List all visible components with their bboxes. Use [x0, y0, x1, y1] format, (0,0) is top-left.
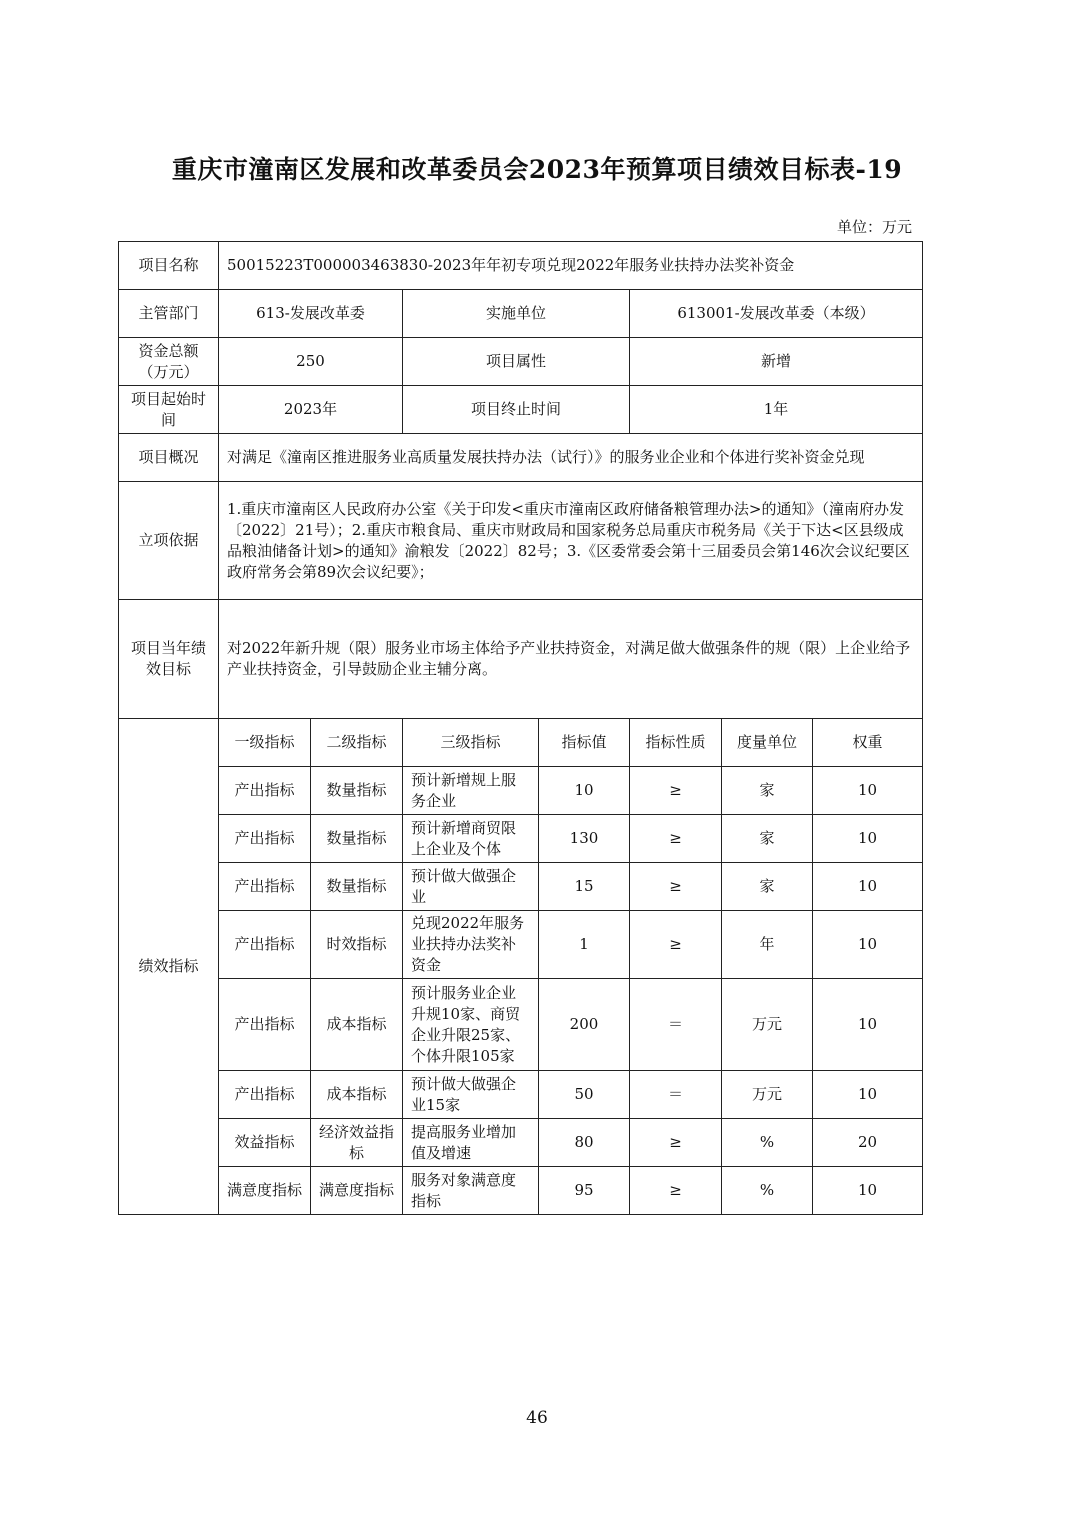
project-name-value: 50015223T000003463830-2023年年初专项兑现2022年服务业扶持办法奖补资金: [219, 242, 923, 290]
indicator-row: [119, 979, 923, 1071]
performance-table: [118, 241, 923, 1215]
level2-cell: 成本指标: [311, 979, 403, 1071]
perf-label: 绩效指标: [119, 719, 219, 1215]
level1-cell: 效益指标: [219, 1119, 311, 1167]
start-value: 2023年: [219, 386, 403, 434]
level3-cell: 预计服务业企业升规10家、商贸企业升限25家、个体升限105家: [403, 979, 539, 1071]
nature-cell: ≥: [630, 1119, 722, 1167]
indicator-header: 指标性质: [630, 719, 722, 767]
weight-cell: 10: [813, 1167, 923, 1215]
weight-cell: 20: [813, 1119, 923, 1167]
level2-cell: 数量指标: [311, 863, 403, 911]
indicator-header: 三级指标: [403, 719, 539, 767]
value-cell: 15: [539, 863, 630, 911]
page-number: 46: [526, 1408, 548, 1428]
level1-cell: 产出指标: [219, 767, 311, 815]
level1-cell: 产出指标: [219, 979, 311, 1071]
impl-label: 实施单位: [403, 290, 630, 338]
dept-value: 613-发展改革委: [219, 290, 403, 338]
dept-label: 主管部门: [119, 290, 219, 338]
indicator-row: [119, 911, 923, 979]
basis-label: 立项依据: [119, 482, 219, 600]
weight-cell: 10: [813, 863, 923, 911]
indicator-header: 一级指标: [219, 719, 311, 767]
indicator-header: 二级指标: [311, 719, 403, 767]
value-cell: 10: [539, 767, 630, 815]
level2-cell: 时效指标: [311, 911, 403, 979]
level3-cell: 预计做大做强企业15家: [403, 1071, 539, 1119]
level1-cell: 产出指标: [219, 815, 311, 863]
value-cell: 80: [539, 1119, 630, 1167]
level2-cell: 成本指标: [311, 1071, 403, 1119]
weight-cell: 10: [813, 1071, 923, 1119]
level3-cell: 预计做大做强企业: [403, 863, 539, 911]
level2-cell: 经济效益指标: [311, 1119, 403, 1167]
level1-cell: 产出指标: [219, 1071, 311, 1119]
level3-cell: 兑现2022年服务业扶持办法奖补资金: [403, 911, 539, 979]
unit-cell: 家: [722, 863, 813, 911]
unit-cell: 年: [722, 911, 813, 979]
indicator-header: 权重: [813, 719, 923, 767]
level3-cell: 预计新增商贸限上企业及个体: [403, 815, 539, 863]
goal-value: 对2022年新升规（限）服务业市场主体给予产业扶持资金，对满足做大做强条件的规（限）上企业给予产业扶持资金，引导鼓励企业主辅分离。: [219, 600, 923, 719]
unit-cell: 家: [722, 815, 813, 863]
unit-label: 单位：万元: [836, 218, 912, 236]
impl-value: 613001-发展改革委（本级）: [630, 290, 923, 338]
nature-cell: ＝: [630, 1071, 722, 1119]
attr-label: 项目属性: [403, 338, 630, 386]
indicator-header: 指标值: [539, 719, 630, 767]
level1-cell: 满意度指标: [219, 1167, 311, 1215]
level2-cell: 数量指标: [311, 767, 403, 815]
indicator-row: [119, 1071, 923, 1119]
end-label: 项目终止时间: [403, 386, 630, 434]
overview-label: 项目概况: [119, 434, 219, 482]
level2-cell: 数量指标: [311, 815, 403, 863]
level1-cell: 产出指标: [219, 863, 311, 911]
indicator-row: [119, 1119, 923, 1167]
end-value: 1年: [630, 386, 923, 434]
level3-cell: 服务对象满意度指标: [403, 1167, 539, 1215]
project-name-label: 项目名称: [119, 242, 219, 290]
attr-value: 新增: [630, 338, 923, 386]
start-label: 项目起始时间: [119, 386, 219, 434]
fund-value: 250: [219, 338, 403, 386]
value-cell: 1: [539, 911, 630, 979]
weight-cell: 10: [813, 979, 923, 1071]
level3-cell: 提高服务业增加值及增速: [403, 1119, 539, 1167]
weight-cell: 10: [813, 815, 923, 863]
nature-cell: ≥: [630, 1167, 722, 1215]
unit-cell: 万元: [722, 979, 813, 1071]
nature-cell: ≥: [630, 863, 722, 911]
value-cell: 130: [539, 815, 630, 863]
value-cell: 95: [539, 1167, 630, 1215]
unit-cell: 家: [722, 767, 813, 815]
indicator-row: [119, 1167, 923, 1215]
value-cell: 50: [539, 1071, 630, 1119]
weight-cell: 10: [813, 911, 923, 979]
level1-cell: 产出指标: [219, 911, 311, 979]
level3-cell: 预计新增规上服务企业: [403, 767, 539, 815]
basis-value: 1.重庆市潼南区人民政府办公室《关于印发<重庆市潼南区政府储备粮管理办法>的通知》（潼南府办发〔2022〕21号）；2.重庆市粮食局、重庆市财政局和国家税务总局重庆市税务局《关于下达<区县级成品粮油储备计划>的通知》渝粮发〔2022〕82号；3.《区委常委会第十三届委员会第146次会议纪要区政府常务会第89次会议纪要》；: [219, 482, 923, 600]
indicator-row: [119, 863, 923, 911]
nature-cell: ≥: [630, 767, 722, 815]
nature-cell: ≥: [630, 911, 722, 979]
unit-cell: %: [722, 1167, 813, 1215]
indicator-header: 度量单位: [722, 719, 813, 767]
unit-cell: %: [722, 1119, 813, 1167]
nature-cell: ＝: [630, 979, 722, 1071]
overview-value: 对满足《潼南区推进服务业高质量发展扶持办法（试行）》的服务业企业和个体进行奖补资金兑现: [219, 434, 923, 482]
goal-label: 项目当年绩效目标: [119, 600, 219, 719]
weight-cell: 10: [813, 767, 923, 815]
nature-cell: ≥: [630, 815, 722, 863]
level2-cell: 满意度指标: [311, 1167, 403, 1215]
indicator-row: [119, 815, 923, 863]
unit-cell: 万元: [722, 1071, 813, 1119]
value-cell: 200: [539, 979, 630, 1071]
page-title: 重庆市潼南区发展和改革委员会2023年预算项目绩效目标表-19: [171, 155, 903, 184]
fund-label: 资金总额（万元）: [119, 338, 219, 386]
indicator-row: [119, 767, 923, 815]
